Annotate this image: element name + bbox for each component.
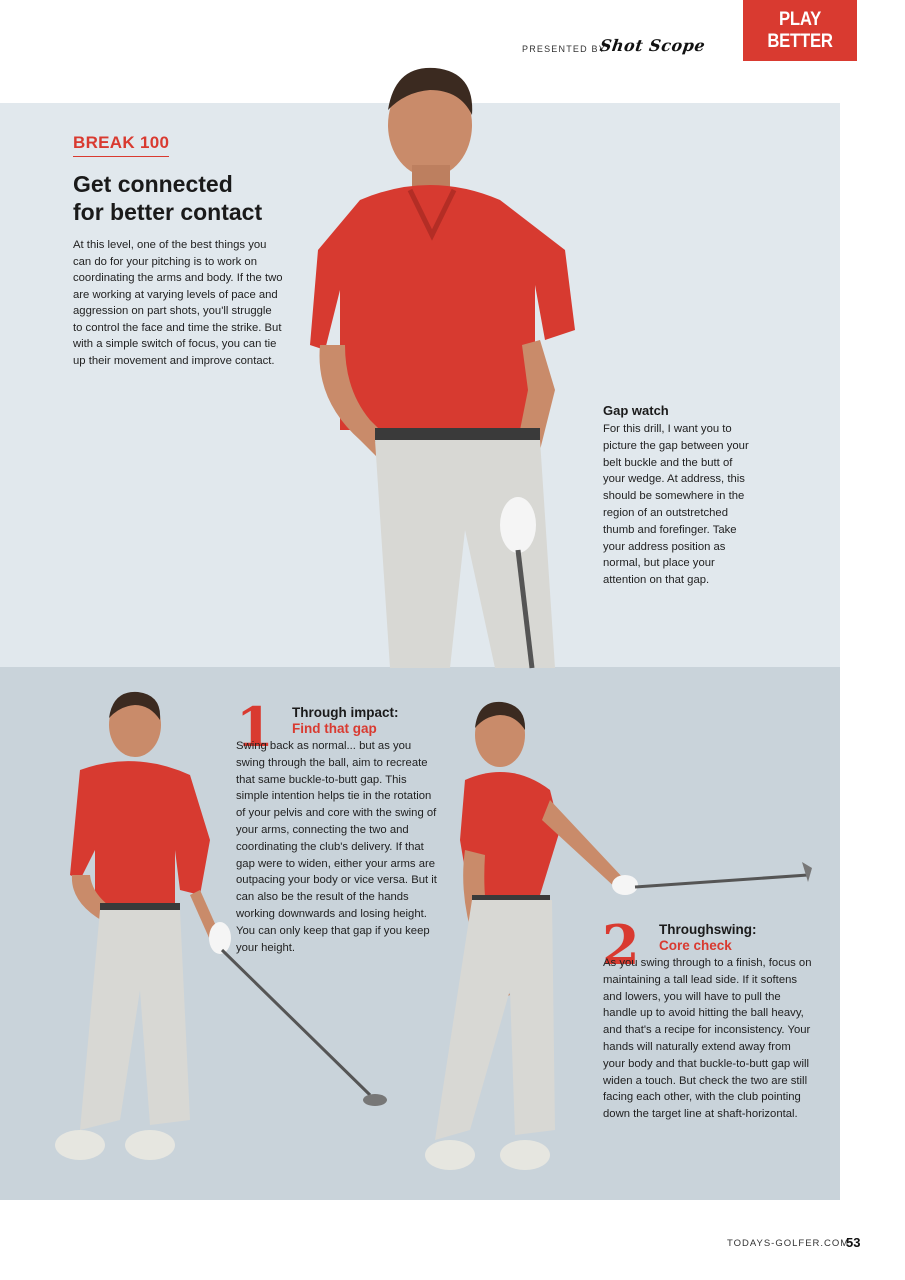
page-number: 53	[846, 1235, 861, 1250]
headline	[73, 170, 303, 226]
step-1-paragraph	[236, 738, 441, 956]
kicker-label: BREAK 100	[73, 133, 169, 157]
presented-by-label: PRESENTED BY	[522, 44, 606, 54]
golfer-address-photo	[300, 60, 590, 668]
section-tag-label: PLAY BETTER	[767, 9, 833, 52]
sponsor-logo: Shot Scope	[598, 36, 707, 55]
site-url: TODAYS-GOLFER.COM	[727, 1238, 850, 1249]
step-2-number: 2	[602, 913, 640, 977]
intro-paragraph: At this level, one of the best things you can do for your pitching is to work on coordinating the arms and body. If the two are working at varying levels of pace and aggression on part shots, you'll struggle to control the face and time the strike. But with a simple switch of focus, you can tie up their movement and improve contact.	[73, 239, 283, 367]
headline-line-1: Get connected	[73, 171, 233, 197]
section-tag	[743, 0, 857, 61]
step-2-subtitle: Core check	[659, 938, 732, 953]
gap-watch-paragraph: For this drill, I want you to picture the gap between your belt buckle and the butt of your wedge. At address, this should be somewhere in the region of an outstretched thumb and forefinger. Take your address position as normal, but place your attention on that gap.	[603, 423, 749, 587]
step-1-title: Through impact:	[292, 705, 399, 720]
step-1-paragraph-text: Swing back as normal... but as you swing through the ball, aim to recreate that same buckle-to-butt gap. This simple intention helps tie in the rotation of your pelvis and core with the swing of your arms, connecting the two and coordinating the club's delivery. If that gap were to widen, either your arms are outpacing your body or vice versa. But it can also be the result of the hands working downwards and losing height. You can only keep that gap if you keep your height.	[236, 740, 437, 954]
step-1-number: 1	[236, 695, 274, 759]
gap-watch-title: Gap watch	[603, 403, 669, 418]
step-2-paragraph: As you swing through to a finish, focus on maintaining a tall lead side. If it softens and lowers, you will have to pull the handle up to avoid hitting the ball heavy, and that's a recipe for inconsistency. Your hands will naturally extend away from your body and that buckle-to-butt gap will widen a touch. But check the two are still facing each other, with the club pointing down the target line at shaft-horizontal.	[603, 957, 812, 1121]
step-1-subtitle: Find that gap	[292, 721, 377, 736]
headline-line-2: for better contact	[73, 199, 263, 225]
step-2-title: Throughswing:	[659, 922, 757, 937]
